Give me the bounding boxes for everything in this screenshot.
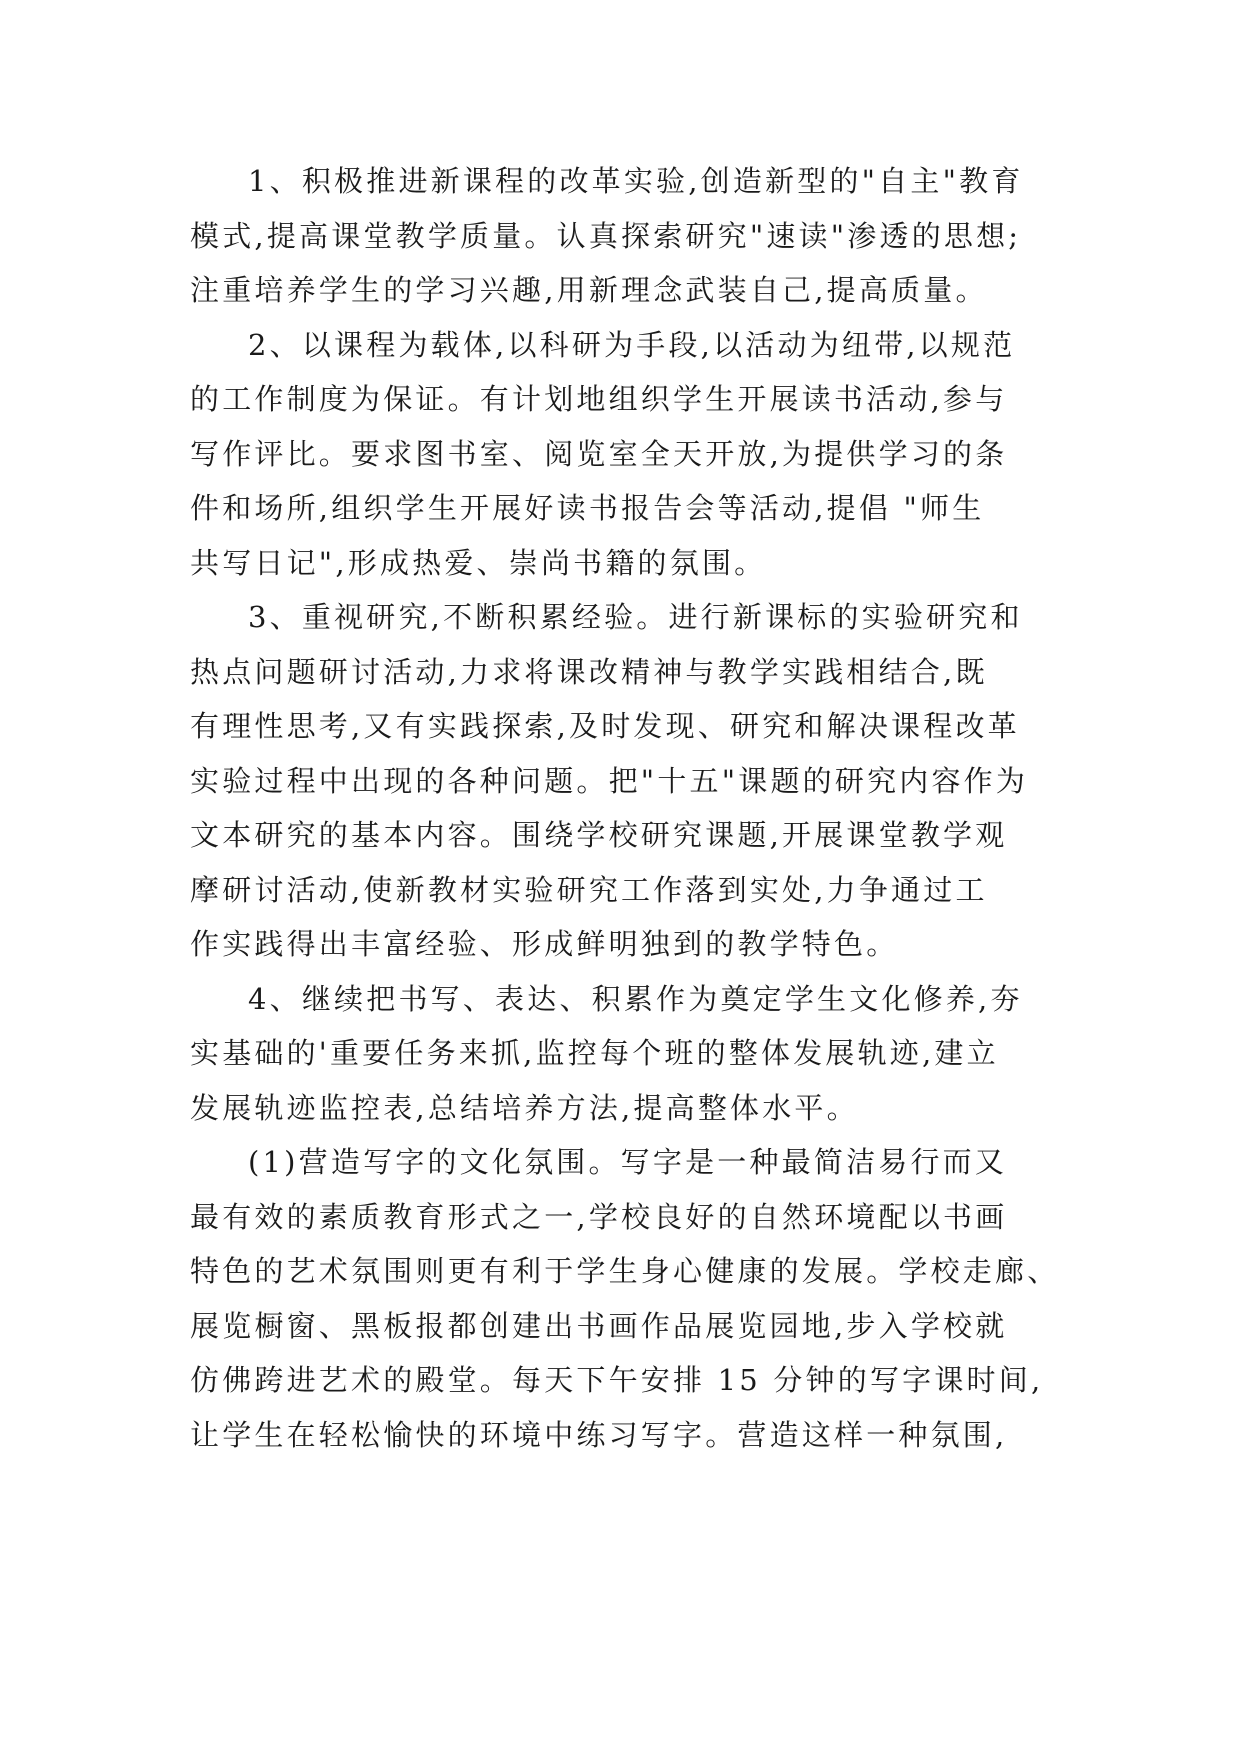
paragraph-1-line-3: 注重培养学生的学习兴趣,用新理念武装自己,提高质量。 — [190, 273, 988, 307]
paragraph-4-line-1: 4、继续把书写、表达、积累作为奠定学生文化修养,夯 — [248, 981, 1023, 1016]
document-body — [190, 154, 1060, 1462]
paragraph-5-line-5: 仿佛跨进艺术的殿堂。每天下午安排 15 分钟的写字课时间, — [190, 1363, 1044, 1397]
paragraph-2-line-2: 的工作制度为保证。有计划地组织学生开展读书活动,参与 — [190, 382, 1008, 416]
paragraph-2-line-4: 件和场所,组织学生开展好读书报告会等活动,提倡 "师生 — [190, 491, 985, 525]
paragraph-2-line-3: 写作评比。要求图书室、阅览室全天开放,为提供学习的条 — [190, 436, 1008, 471]
paragraph-3-line-7: 作实践得出丰富经验、形成鲜明独到的教学特色。 — [190, 927, 899, 961]
paragraph-4-line-3: 发展轨迹监控表,总结培养方法,提高整体水平。 — [190, 1090, 859, 1125]
paragraph-2-line-5: 共写日记",形成热爱、崇尚书籍的氛围。 — [190, 545, 767, 580]
paragraph-3-line-4: 实验过程中出现的各种问题。把"十五"课题的研究内容作为 — [190, 763, 1029, 798]
paragraph-1-line-1: 1、积极推进新课程的改革实验,创造新型的"自主"教育 — [248, 164, 1024, 198]
paragraph-1-line-2: 模式,提高课堂教学质量。认真探索研究"速读"渗透的思想; — [190, 218, 1022, 253]
paragraph-3-line-1: 3、重视研究,不断积累经验。进行新课标的实验研究和 — [248, 600, 1023, 634]
paragraph-5-line-2: 最有效的素质教育形式之一,学校良好的自然环境配以书画 — [190, 1199, 1008, 1234]
paragraph-2-line-1: 2、以课程为载体,以科研为手段,以活动为纽带,以规范 — [248, 327, 1016, 362]
paragraph-3-line-3: 有理性思考,又有实践探索,及时发现、研究和解决课程改革 — [190, 709, 1020, 743]
paragraph-5-line-4: 展览橱窗、黑板报都创建出书画作品展览园地,步入学校就 — [190, 1308, 1008, 1343]
paragraph-5-line-1: (1)营造写字的文化氛围。写字是一种最简洁易行而又 — [248, 1145, 1008, 1179]
paragraph-5-line-6: 让学生在轻松愉快的环境中练习写字。营造这样一种氛围, — [190, 1417, 1008, 1452]
paragraph-3-line-6: 摩研讨活动,使新教材实验研究工作落到实处,力争通过工 — [190, 872, 988, 907]
paragraph-3-line-2: 热点问题研讨活动,力求将课改精神与教学实践相结合,既 — [190, 654, 988, 689]
paragraph-4-line-2: 实基础的'重要任务来抓,监控每个班的整体发展轨迹,建立 — [190, 1036, 999, 1070]
paragraph-3-line-5: 文本研究的基本内容。围绕学校研究课题,开展课堂教学观 — [190, 818, 1008, 852]
paragraph-5-line-3: 特色的艺术氛围则更有利于学生身心健康的发展。学校走廊、 — [190, 1254, 1060, 1288]
